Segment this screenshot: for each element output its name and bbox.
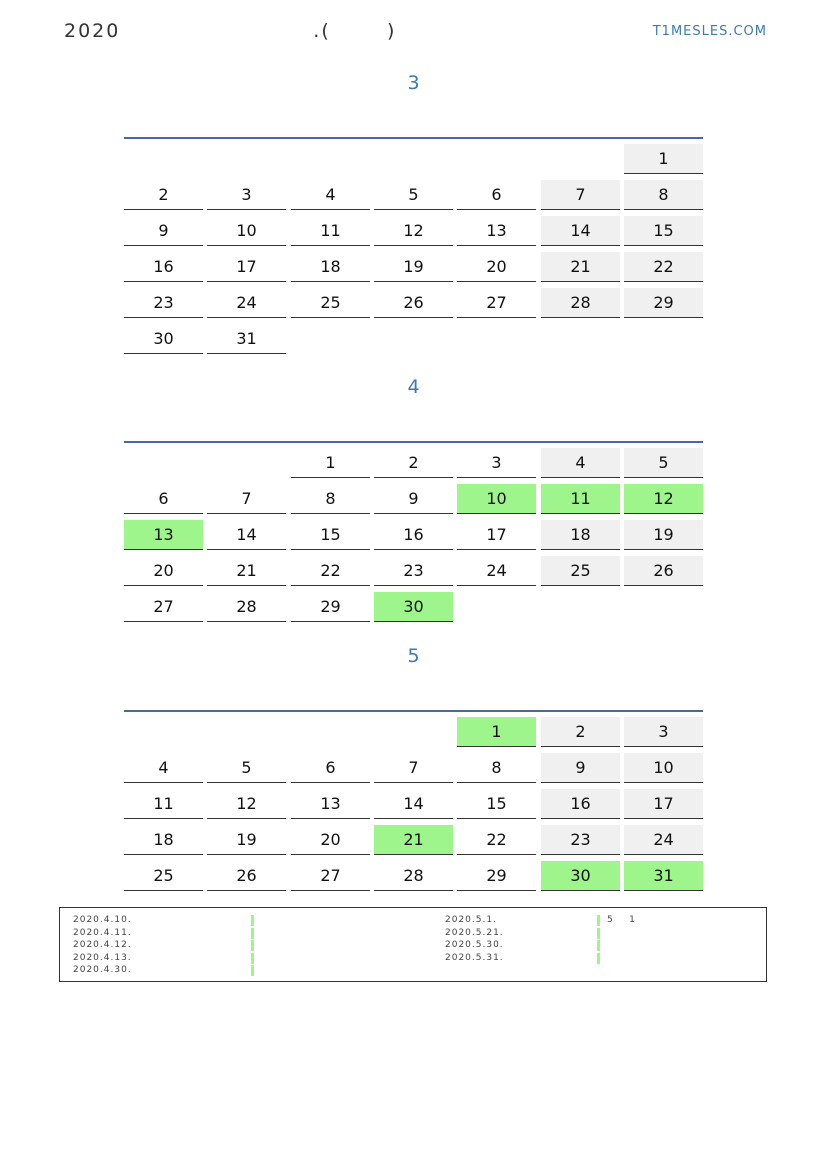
day-cell: 17 bbox=[624, 789, 703, 819]
day-cell: 28 bbox=[207, 592, 286, 622]
day-cell: 13 bbox=[124, 520, 203, 550]
day-cell: 11 bbox=[291, 216, 370, 246]
day-cell: 5 bbox=[624, 448, 703, 478]
month-rule bbox=[124, 137, 703, 139]
day-cell: 25 bbox=[124, 861, 203, 891]
holiday-notes-box bbox=[59, 907, 767, 982]
note-row bbox=[445, 927, 504, 940]
day-cell: 26 bbox=[374, 288, 453, 318]
day-cell: 10 bbox=[624, 753, 703, 783]
day-cell: 14 bbox=[541, 216, 620, 246]
day-cell: 9 bbox=[124, 216, 203, 246]
day-cell: 31 bbox=[207, 324, 286, 354]
day-cell: 8 bbox=[457, 753, 536, 783]
day-cell: 12 bbox=[374, 216, 453, 246]
note-row bbox=[73, 939, 132, 952]
day-cell: 22 bbox=[291, 556, 370, 586]
holiday-marker bbox=[251, 915, 254, 926]
day-cell: 4 bbox=[291, 180, 370, 210]
day-cell: 3 bbox=[624, 717, 703, 747]
site-link[interactable]: T1MESLES.COM bbox=[652, 24, 767, 39]
day-cell: 25 bbox=[541, 556, 620, 586]
day-cell: 19 bbox=[374, 252, 453, 282]
day-cell: 13 bbox=[291, 789, 370, 819]
day-cell: 20 bbox=[124, 556, 203, 586]
note-date: 2020.5.31. bbox=[445, 952, 504, 963]
day-cell: 1 bbox=[624, 144, 703, 174]
day-cell: 28 bbox=[541, 288, 620, 318]
holiday-marker bbox=[597, 953, 600, 964]
day-cell: 18 bbox=[291, 252, 370, 282]
day-cell: 7 bbox=[374, 753, 453, 783]
holiday-marker bbox=[251, 953, 254, 964]
note-row bbox=[73, 914, 132, 927]
day-cell: 26 bbox=[624, 556, 703, 586]
day-cell: 7 bbox=[207, 484, 286, 514]
day-cell: 28 bbox=[374, 861, 453, 891]
day-cell: 17 bbox=[457, 520, 536, 550]
day-cell: 12 bbox=[624, 484, 703, 514]
day-cell: 1 bbox=[291, 448, 370, 478]
day-cell: 15 bbox=[624, 216, 703, 246]
day-cell: 10 bbox=[207, 216, 286, 246]
day-cell: 26 bbox=[207, 861, 286, 891]
day-cell: 24 bbox=[207, 288, 286, 318]
day-cell: 29 bbox=[291, 592, 370, 622]
note-date: 2020.5.30. bbox=[445, 940, 504, 950]
day-cell: 22 bbox=[457, 825, 536, 855]
day-cell: 14 bbox=[207, 520, 286, 550]
day-cell: 30 bbox=[541, 861, 620, 891]
holiday-marker bbox=[597, 928, 600, 939]
note-row bbox=[445, 952, 504, 965]
month-title: 4 bbox=[407, 376, 420, 398]
day-cell: 20 bbox=[457, 252, 536, 282]
day-cell: 24 bbox=[624, 825, 703, 855]
day-cell: 13 bbox=[457, 216, 536, 246]
note-date: 2020.4.11. bbox=[73, 927, 132, 938]
day-cell: 18 bbox=[124, 825, 203, 855]
note-row bbox=[73, 927, 132, 940]
day-cell: 20 bbox=[291, 825, 370, 855]
day-cell: 31 bbox=[624, 861, 703, 891]
day-cell: 18 bbox=[541, 520, 620, 550]
day-cell: 27 bbox=[457, 288, 536, 318]
day-cell: 21 bbox=[541, 252, 620, 282]
day-cell: 22 bbox=[624, 252, 703, 282]
day-cell: 30 bbox=[374, 592, 453, 622]
day-cell: 25 bbox=[291, 288, 370, 318]
day-cell: 2 bbox=[374, 448, 453, 478]
month-title: 3 bbox=[407, 72, 420, 94]
note-date: 2020.5.21. bbox=[445, 927, 504, 938]
note-row bbox=[73, 964, 132, 977]
day-cell: 15 bbox=[457, 789, 536, 819]
day-cell: 6 bbox=[457, 180, 536, 210]
day-cell: 8 bbox=[291, 484, 370, 514]
holiday-marker bbox=[251, 965, 254, 976]
day-cell: 27 bbox=[291, 861, 370, 891]
day-cell: 11 bbox=[541, 484, 620, 514]
day-cell: 27 bbox=[124, 592, 203, 622]
day-cell: 15 bbox=[291, 520, 370, 550]
day-cell: 21 bbox=[207, 556, 286, 586]
day-cell: 14 bbox=[374, 789, 453, 819]
day-cell: 16 bbox=[374, 520, 453, 550]
day-cell: 1 bbox=[457, 717, 536, 747]
holiday-marker bbox=[251, 928, 254, 939]
day-cell: 6 bbox=[124, 484, 203, 514]
day-cell: 24 bbox=[457, 556, 536, 586]
day-cell: 16 bbox=[541, 789, 620, 819]
day-cell: 7 bbox=[541, 180, 620, 210]
day-cell: 5 bbox=[374, 180, 453, 210]
day-cell: 30 bbox=[124, 324, 203, 354]
page-title: 2020 .( ) bbox=[64, 20, 397, 42]
day-cell: 5 bbox=[207, 753, 286, 783]
day-cell: 4 bbox=[124, 753, 203, 783]
day-cell: 17 bbox=[207, 252, 286, 282]
month-rule bbox=[124, 710, 703, 712]
day-cell: 9 bbox=[541, 753, 620, 783]
notes-left-column bbox=[73, 914, 132, 977]
day-cell: 2 bbox=[541, 717, 620, 747]
day-cell: 23 bbox=[124, 288, 203, 318]
day-cell: 19 bbox=[207, 825, 286, 855]
day-cell: 3 bbox=[207, 180, 286, 210]
day-cell: 4 bbox=[541, 448, 620, 478]
notes-right-column bbox=[445, 914, 636, 964]
day-cell: 29 bbox=[457, 861, 536, 891]
day-cell: 29 bbox=[624, 288, 703, 318]
note-row bbox=[445, 939, 504, 952]
holiday-marker bbox=[597, 940, 600, 951]
note-date: 2020.4.30. bbox=[73, 965, 132, 975]
day-cell: 3 bbox=[457, 448, 536, 478]
month-rule bbox=[124, 441, 703, 443]
day-cell: 9 bbox=[374, 484, 453, 514]
day-cell: 10 bbox=[457, 484, 536, 514]
day-cell: 6 bbox=[291, 753, 370, 783]
note-row bbox=[73, 952, 132, 965]
day-cell: 11 bbox=[124, 789, 203, 819]
note-extra: 5 1 bbox=[607, 915, 636, 925]
note-date: 2020.4.13. bbox=[73, 952, 132, 963]
day-cell: 16 bbox=[124, 252, 203, 282]
note-date: 2020.4.12. bbox=[73, 940, 132, 950]
day-cell: 8 bbox=[624, 180, 703, 210]
note-date: 2020.5.1. bbox=[445, 915, 497, 925]
day-cell: 12 bbox=[207, 789, 286, 819]
day-cell: 21 bbox=[374, 825, 453, 855]
holiday-marker bbox=[251, 940, 254, 951]
day-cell: 23 bbox=[541, 825, 620, 855]
holiday-marker bbox=[597, 915, 600, 926]
month-title: 5 bbox=[407, 645, 420, 667]
day-cell: 23 bbox=[374, 556, 453, 586]
note-date: 2020.4.10. bbox=[73, 915, 132, 925]
day-cell: 19 bbox=[624, 520, 703, 550]
day-cell: 2 bbox=[124, 180, 203, 210]
note-row bbox=[445, 914, 636, 927]
